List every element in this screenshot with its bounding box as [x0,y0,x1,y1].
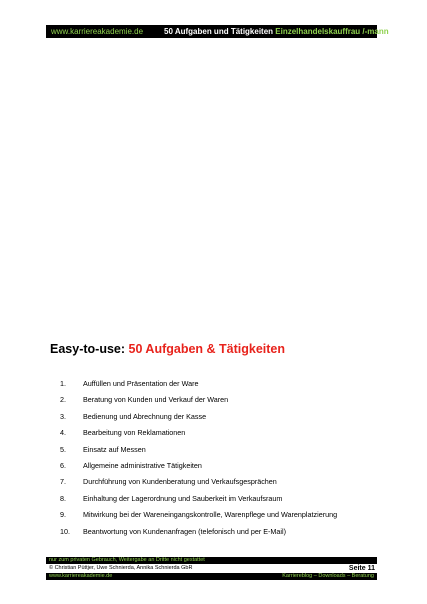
list-item-number: 1. [60,379,66,388]
section-title-prefix: Easy-to-use: [50,342,126,356]
footer-copyright: © Christian Püttjer, Uwe Schnierda, Annika Schnierda GbR [49,565,193,571]
footer-nav-links[interactable]: Karriereblog – Downloads – Beratung [282,573,374,579]
section-title-accent: 50 Aufgaben & Tätigkeiten [128,342,286,356]
footer-info [46,564,377,573]
list-item-text: Beantwortung von Kundenanfragen (telefonisch und per E-Mail) [83,526,286,536]
list-item-text: Beratung von Kunden und Verkauf der Waren [83,395,229,405]
header-title-accent: Einzelhandelskauffrau /-mann [275,27,389,36]
list-item-number: 2. [60,395,66,405]
list-item-text: Auffüllen und Präsentation der Ware [83,379,199,388]
header-title-prefix: 50 Aufgaben und Tätigkeiten [164,27,274,36]
list-item-text: Einsatz auf Messen [83,444,146,454]
list-item-text: Bearbeitung von Reklamationen [83,428,186,438]
footer-notice: nur zum privaten Gebrauch, Weitergabe an Dritte nicht gestattet [49,557,205,563]
list-item-number: 3. [60,411,66,421]
list-item-text: Mitwirkung bei der Wareneingangskontrolle, Warenpflege und Warenplatzierung [83,510,338,520]
list-item-number: 7. [60,477,66,487]
footer-links-bar [46,573,377,580]
list-item-text: Bedienung und Abrechnung der Kasse [83,411,207,421]
footer-site-link[interactable]: www.karriereakademie.de [49,573,113,579]
list-item-number: 10. [60,526,70,536]
list-item-number: 9. [60,510,66,520]
footer-notice-bar [46,557,377,564]
page-header [46,25,389,38]
header-site-link[interactable]: www.karriereakademie.de [51,27,144,36]
list-item-number: 6. [60,461,66,470]
list-item-number: 4. [60,428,66,438]
footer-page-number: Seite 11 [348,565,375,572]
header-title [164,25,389,38]
section-title [50,342,285,356]
list-item-text: Allgemeine administrative Tätigkeiten [83,461,202,470]
list-item-number: 8. [60,493,66,503]
list-item-text: Einhaltung der Lagerordnung und Sauberkeit im Verkaufsraum [83,493,283,503]
list-item-text: Durchführung von Kundenberatung und Verkaufsgesprächen [83,477,277,487]
list-item-number: 5. [60,444,66,454]
